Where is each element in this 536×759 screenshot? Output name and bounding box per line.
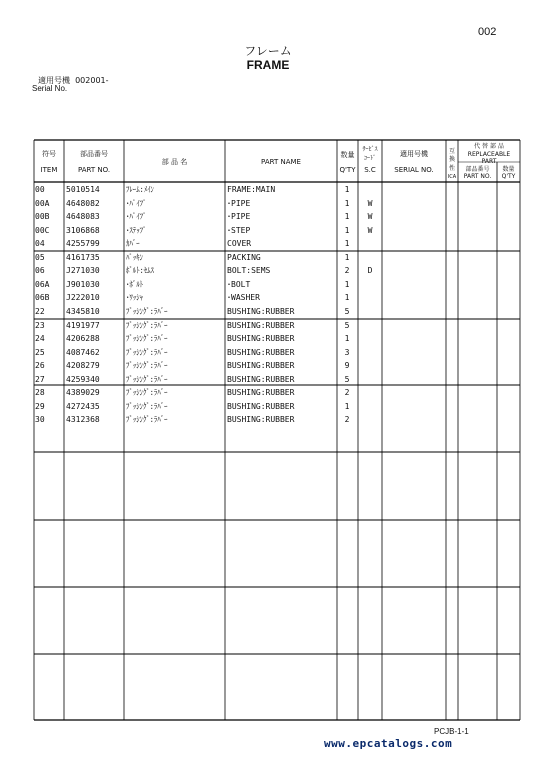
cell-item: 25 <box>35 347 45 357</box>
cell-part-no: 4161735 <box>66 252 100 262</box>
cell-part-no: J901030 <box>66 279 100 289</box>
cell-name-en: BUSHING:RUBBER <box>227 320 295 330</box>
cell-qty: 3 <box>344 347 350 357</box>
cell-name-en: BUSHING:RUBBER <box>227 347 295 357</box>
cell-item: 00A <box>35 198 50 208</box>
cell-name-en: BUSHING:RUBBER <box>227 415 295 425</box>
cell-name-en: BUSHING:RUBBER <box>227 334 295 344</box>
header-serial-en: SERIAL NO. <box>394 166 434 174</box>
cell-item: 26 <box>35 361 45 371</box>
cell-item: 28 <box>35 388 45 398</box>
cell-name-en: ･WASHER <box>227 293 260 303</box>
cell-qty: 1 <box>344 252 350 262</box>
cell-name-jp: ｶﾊﾞｰ <box>126 239 140 249</box>
page-title-en: FRAME <box>246 58 290 72</box>
cell-qty: 2 <box>344 266 350 276</box>
header-repl-qty-jp: 数量 <box>502 166 515 173</box>
cell-item: 00 <box>35 185 45 194</box>
cell-name-en: ･PIPE <box>227 198 251 208</box>
cell-part-no: 3106868 <box>66 225 100 235</box>
header-qty-en: Q'TY <box>339 166 356 174</box>
header-sc-en: S.C <box>364 166 376 174</box>
header-qty-jp: 数量 <box>340 151 355 159</box>
cell-name-en: BUSHING:RUBBER <box>227 306 295 316</box>
cell-item: 23 <box>35 320 45 330</box>
header-name-en: PART NAME <box>261 158 301 166</box>
cell-name-jp: ﾌﾞｯｼﾝｸﾞ:ﾗﾊﾞｰ <box>126 388 168 398</box>
cell-name-en: BUSHING:RUBBER <box>227 361 295 371</box>
watermark-text: www.epcatalogs.com <box>324 737 453 750</box>
cell-name-jp: ﾌﾞｯｼﾝｸﾞ:ﾗﾊﾞｰ <box>126 361 168 371</box>
cell-qty: 2 <box>344 388 350 398</box>
cell-name-en: BOLT:SEMS <box>227 266 271 276</box>
cell-item: 04 <box>35 239 45 249</box>
grid-lines <box>34 140 520 720</box>
cell-qty: 2 <box>344 415 350 425</box>
header-repl-en1: REPLACEABLE <box>467 151 511 158</box>
cell-name-en: COVER <box>227 239 252 249</box>
cell-name-en: ･BOLT <box>227 279 251 289</box>
cell-item: 29 <box>35 401 45 411</box>
cell-item: 06A <box>35 279 50 289</box>
header-sc-jp2: ｺｰﾄﾞ <box>363 155 376 162</box>
cell-name-jp: ﾌﾞｯｼﾝｸﾞ:ﾗﾊﾞｰ <box>126 374 168 384</box>
cell-part-no: 4191977 <box>66 320 100 330</box>
header-repl-en2: PART <box>481 158 497 165</box>
cell-item: 00B <box>35 212 50 222</box>
cell-part-no: 4389029 <box>66 388 100 398</box>
cell-qty: 1 <box>344 225 350 235</box>
cell-part-no: 4206288 <box>66 334 100 344</box>
header-repl-partno-jp: 部品番号 <box>465 166 490 173</box>
cell-part-no: 4648082 <box>66 198 100 208</box>
cell-part-no: 4087462 <box>66 347 100 357</box>
cell-item: 24 <box>35 334 45 344</box>
header-repl-qty-en: Q'TY <box>501 173 516 180</box>
cell-name-jp: ﾌﾚｰﾑ:ﾒｲﾝ <box>126 185 154 194</box>
header-ic-jp3: 性 <box>448 165 455 172</box>
cell-name-jp: ･ﾜｯｼｬ <box>126 293 143 303</box>
cell-name-jp: ﾌﾞｯｼﾝｸﾞ:ﾗﾊﾞｰ <box>126 320 168 330</box>
cell-name-jp: ･ｽﾃｯﾌﾟ <box>126 225 147 235</box>
cell-sc: W <box>367 225 373 235</box>
cell-qty: 1 <box>344 334 350 344</box>
header-ic-jp1: 互 <box>448 148 455 155</box>
cell-part-no: 4255799 <box>66 239 100 249</box>
cell-name-jp: ﾌﾞｯｼﾝｸﾞ:ﾗﾊﾞｰ <box>126 415 168 425</box>
header-ic-jp2: 換 <box>448 156 455 163</box>
header-item-jp: 符号 <box>42 150 56 158</box>
cell-item: 06 <box>35 266 45 276</box>
cell-part-no: J222010 <box>66 293 100 303</box>
cell-item: 22 <box>35 306 45 316</box>
serial-value: 002001- <box>75 76 109 85</box>
cell-item: 06B <box>35 293 50 303</box>
cell-item: 27 <box>35 374 45 384</box>
cell-qty: 1 <box>344 239 350 249</box>
serial-label-en: Serial No. <box>32 84 68 93</box>
cell-item: 00C <box>35 225 50 235</box>
cell-item: 30 <box>35 415 45 425</box>
cell-name-jp: ﾌﾞｯｼﾝｸﾞ:ﾗﾊﾞｰ <box>126 347 168 357</box>
cell-qty: 1 <box>344 185 350 194</box>
cell-part-no: 4208279 <box>66 361 100 371</box>
cell-part-no: 4648083 <box>66 212 100 222</box>
cell-qty: 1 <box>344 279 350 289</box>
header-item-en: ITEM <box>40 166 58 174</box>
cell-part-no: J271030 <box>66 266 100 276</box>
cell-qty: 1 <box>344 293 350 303</box>
header-partno-en: PART NO. <box>77 166 111 174</box>
cell-name-jp: ･ﾎﾞﾙﾄ <box>126 279 143 289</box>
cell-part-no: 4345810 <box>66 306 100 316</box>
cell-name-en: ･PIPE <box>227 212 251 222</box>
header-repl-partno-en: PART NO. <box>463 173 492 180</box>
cell-sc: W <box>367 198 373 208</box>
header-name-jp: 部 品 名 <box>161 158 188 166</box>
cell-name-en: FRAME:MAIN <box>227 185 276 194</box>
cell-name-en: BUSHING:RUBBER <box>227 401 295 411</box>
cell-name-en: PACKING <box>227 252 261 262</box>
cell-qty: 5 <box>344 374 350 384</box>
cell-name-jp: ﾊﾟｯｷﾝ <box>126 252 143 262</box>
cell-sc: D <box>367 266 373 276</box>
header-repl-jp: 代 替 部 品 <box>474 143 504 150</box>
cell-name-en: ･STEP <box>227 225 251 235</box>
cell-part-no: 4312368 <box>66 415 100 425</box>
cell-name-jp: ﾌﾞｯｼﾝｸﾞ:ﾗﾊﾞｰ <box>126 401 168 411</box>
cell-name-jp: ﾎﾞﾙﾄ:ｾﾑｽ <box>126 266 154 276</box>
header-ic-en: ICA <box>447 174 457 180</box>
cell-part-no: 4259340 <box>66 374 100 384</box>
cell-item: 05 <box>35 252 45 262</box>
cell-part-no: 4272435 <box>66 401 100 411</box>
cell-part-no: 5010514 <box>66 185 100 194</box>
page-number: 002 <box>478 26 497 38</box>
cell-sc: W <box>367 212 373 222</box>
cell-qty: 9 <box>344 361 350 371</box>
cell-name-jp: ･ﾊﾟｲﾌﾟ <box>126 198 147 208</box>
cell-qty: 1 <box>344 198 350 208</box>
document-code: PCJB-1-1 <box>434 727 469 736</box>
header-serial-jp: 適用号機 <box>400 150 428 158</box>
cell-qty: 1 <box>344 212 350 222</box>
cell-name-jp: ﾌﾞｯｼﾝｸﾞ:ﾗﾊﾞｰ <box>126 306 168 316</box>
header-sc-jp1: ｻｰﾋﾞｽ <box>362 146 378 153</box>
cell-name-jp: ﾌﾞｯｼﾝｸﾞ:ﾗﾊﾞｰ <box>126 334 168 344</box>
header-partno-jp: 部品番号 <box>80 150 108 158</box>
page-title-jp: フレーム <box>244 44 292 58</box>
cell-qty: 1 <box>344 401 350 411</box>
cell-name-en: BUSHING:RUBBER <box>227 388 295 398</box>
cell-qty: 5 <box>344 320 350 330</box>
cell-name-en: BUSHING:RUBBER <box>227 374 295 384</box>
cell-qty: 5 <box>344 306 350 316</box>
serial-label-jp-text: 適用号機 <box>38 76 70 85</box>
cell-name-jp: ･ﾊﾟｲﾌﾟ <box>126 212 147 222</box>
